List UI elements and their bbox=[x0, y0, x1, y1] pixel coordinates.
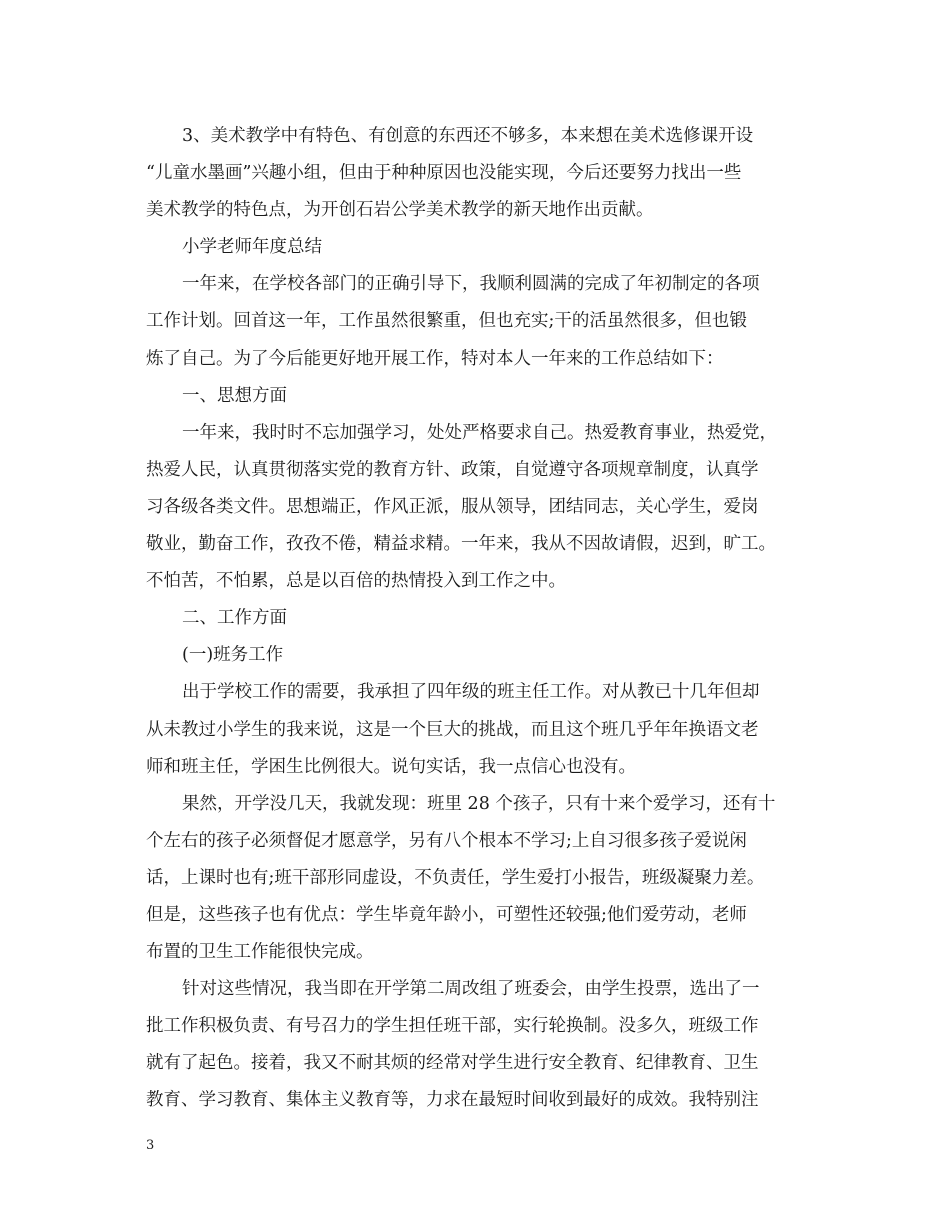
text-line: 热爱人民，认真贯彻落实党的教育方针、政策，自觉遵守各项规章制度，认真学 bbox=[146, 459, 759, 480]
text-line: 出于学校工作的需要，我承担了四年级的班主任工作。对从教已十几年但却 bbox=[182, 682, 760, 703]
text-line: 小学老师年度总结 bbox=[182, 237, 322, 258]
text-line: 炼了自己。为了今后能更好地开展工作，特对本人一年来的工作总结如下： bbox=[146, 348, 724, 369]
text-line: 习各级各类文件。思想端正，作风正派，服从领导，团结同志，关心学生，爱岗 bbox=[146, 496, 759, 517]
text-line: 3、美术教学中有特色、有创意的东西还不够多，本来想在美术选修课开设 bbox=[182, 126, 754, 146]
text-line: 师和班主任，学困生比例很大。说句实话，我一点信心也没有。 bbox=[146, 756, 636, 777]
text-line: 话，上课时也有;班干部形同虚设，不负责任，学生爱打小报告，班级凝聚力差。 bbox=[146, 867, 765, 888]
document-body bbox=[146, 118, 806, 1120]
text-line: 一年来，我时时不忘加强学习，处处严格要求自己。热爱教育事业，热爱党， bbox=[182, 422, 777, 443]
text-line: 从未教过小学生的我来说，这是一个巨大的挑战，而且这个班几乎年年换语文老 bbox=[146, 719, 759, 740]
text-line: 敬业，勤奋工作，孜孜不倦，精益求精。一年来，我从不因故请假，迟到，旷工。 bbox=[146, 534, 776, 555]
text-line: 就有了起色。接着，我又不耐其烦的经常对学生进行安全教育、纪律教育、卫生 bbox=[146, 1053, 759, 1074]
text-line: 二、工作方面 bbox=[182, 608, 287, 629]
text-line: 但是，这些孩子也有优点：学生毕竟年龄小，可塑性还较强;他们爱劳动，老师 bbox=[146, 904, 747, 925]
text-line: “儿童水墨画”兴趣小组，但由于种种原因也没能实现，今后还要努力找出一些 bbox=[146, 163, 742, 184]
text-line: 工作计划。回首这一年，工作虽然很繁重，但也充实;干的活虽然很多，但也锻 bbox=[146, 311, 747, 332]
text-line: 美术教学的特色点，为开创石岩公学美术教学的新天地作出贡献。 bbox=[146, 200, 654, 221]
text-line: 布置的卫生工作能很快完成。 bbox=[146, 942, 374, 963]
text-line: 教育、学习教育、集体主义教育等，力求在最短时间收到最好的成效。我特别注 bbox=[146, 1090, 759, 1111]
text-line: 批工作积极负责、有号召力的学生担任班干部，实行轮换制。没多久，班级工作 bbox=[146, 1016, 759, 1037]
text-line: 一年来，在学校各部门的正确引导下，我顺利圆满的完成了年初制定的各项 bbox=[182, 274, 760, 295]
text-line: (一)班务工作 bbox=[182, 645, 284, 666]
text-line: 不怕苦，不怕累，总是以百倍的热情投入到工作之中。 bbox=[146, 571, 566, 592]
text-line: 果然，开学没几天，我就发现：班里 28 个孩子，只有十来个爱学习，还有十 bbox=[182, 793, 776, 814]
text-line: 针对这些情况，我当即在开学第二周改组了班委会，由学生投票，选出了一 bbox=[182, 979, 760, 1000]
text-line: 个左右的孩子必须督促才愿意学，另有八个根本不学习;上自习很多孩子爱说闲 bbox=[146, 830, 747, 851]
text-line: 一、思想方面 bbox=[182, 385, 287, 406]
page-number: 3 bbox=[146, 1138, 155, 1153]
